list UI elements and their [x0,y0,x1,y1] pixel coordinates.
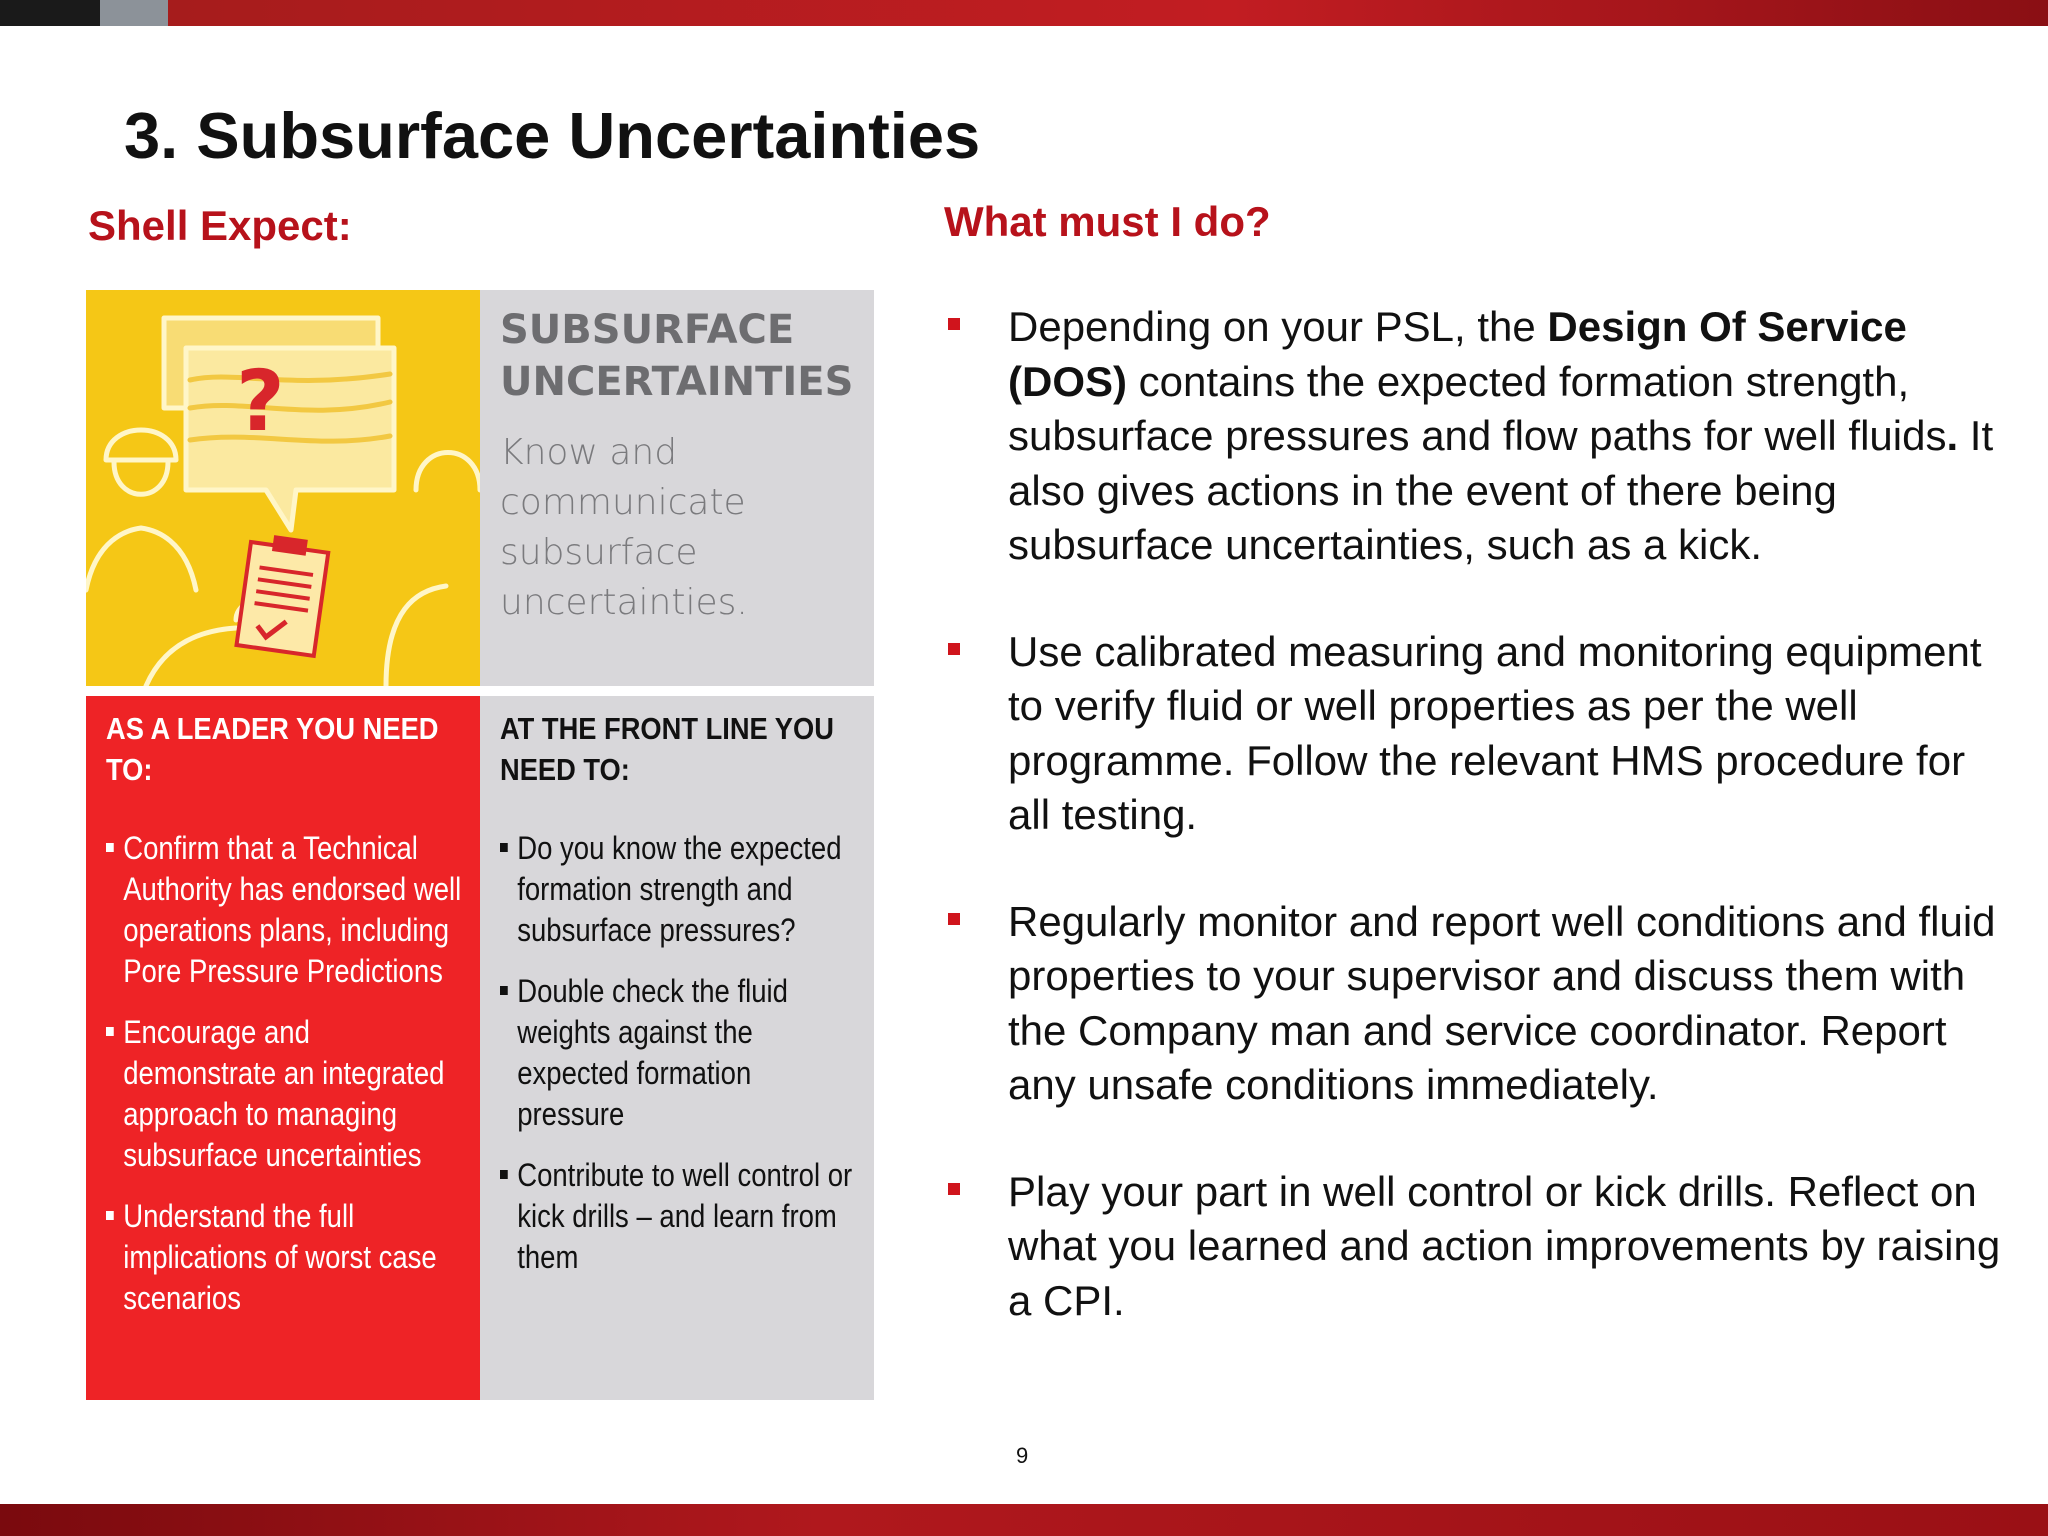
square-bullet-icon [106,1211,114,1220]
square-bullet-icon [500,843,508,852]
square-bullet-icon [500,986,508,995]
front-line-heading: AT THE FRONT LINE YOU NEED TO: [500,711,834,787]
leader-heading: AS A LEADER YOU NEED TO: [106,711,439,787]
top-decorative-bar [0,0,2048,26]
illustration-icon [86,290,480,686]
list-item: Encourage and demonstrate an integrated approach to managing subsurface uncertainties [106,1012,467,1176]
leader-panel [86,696,480,1400]
leader-list [106,828,467,1339]
square-bullet-icon [106,843,114,852]
square-bullet-icon [948,643,960,655]
list-item: Understand the full implications of worst case scenarios [106,1196,467,1319]
what-must-i-do-heading: What must I do? [944,198,1271,245]
square-bullet-icon [106,1027,114,1036]
poster-subtitle: Know and communicate subsurface uncertainties. [500,432,748,623]
shell-expect-heading: Shell Expect: [88,202,352,249]
action-item-dos: Depending on your PSL, the Design Of Service (DOS) contains the expected formation strength, subsurface pressures and flow paths for well fluids. It also gives actions in the event of there being subsurface uncertainties, such as a kick. [944,300,2014,573]
svg-text:?: ? [236,352,285,450]
list-item: Do you know the expected formation strength and subsurface pressures? [500,828,861,951]
action-item-calibrated-equipment: Use calibrated measuring and monitoring equipment to verify fluid or well properties as per the well programme. Follow the relevant HMS procedure for all testing. [944,625,2014,843]
square-bullet-icon [948,1183,960,1195]
action-item-monitor-report: Regularly monitor and report well conditions and fluid properties to your supervisor and discuss them with the Company man and service coordinator. Report any unsafe conditions immediately. [944,895,2014,1113]
square-bullet-icon [948,913,960,925]
subsurface-uncertainties-poster [86,290,874,1400]
workers-question-clipboard-illustration [86,290,480,686]
slide-title: 3. Subsurface Uncertainties [124,99,981,172]
poster-title: SUBSURFACE UNCERTAINTIES [500,307,854,405]
list-item: Double check the fluid weights against the expected formation pressure [500,971,861,1135]
bottom-decorative-bar [0,1504,2048,1536]
list-item: Contribute to well control or kick drills – and learn from them [500,1155,861,1278]
front-line-panel [480,696,874,1400]
square-bullet-icon [500,1170,508,1179]
front-line-list [500,828,861,1298]
dos-emphasis: Design Of Service (DOS) [1008,303,1907,405]
page-number: 9 [1016,1443,1029,1468]
square-bullet-icon [948,318,960,330]
actions-list [944,300,2014,1380]
action-item-drills: Play your part in well control or kick drills. Reflect on what you learned and action improvements by raising a CPI. [944,1165,2014,1329]
poster-title-panel [480,290,874,686]
list-item: Confirm that a Technical Authority has endorsed well operations plans, including Pore Pressure Predictions [106,828,467,992]
